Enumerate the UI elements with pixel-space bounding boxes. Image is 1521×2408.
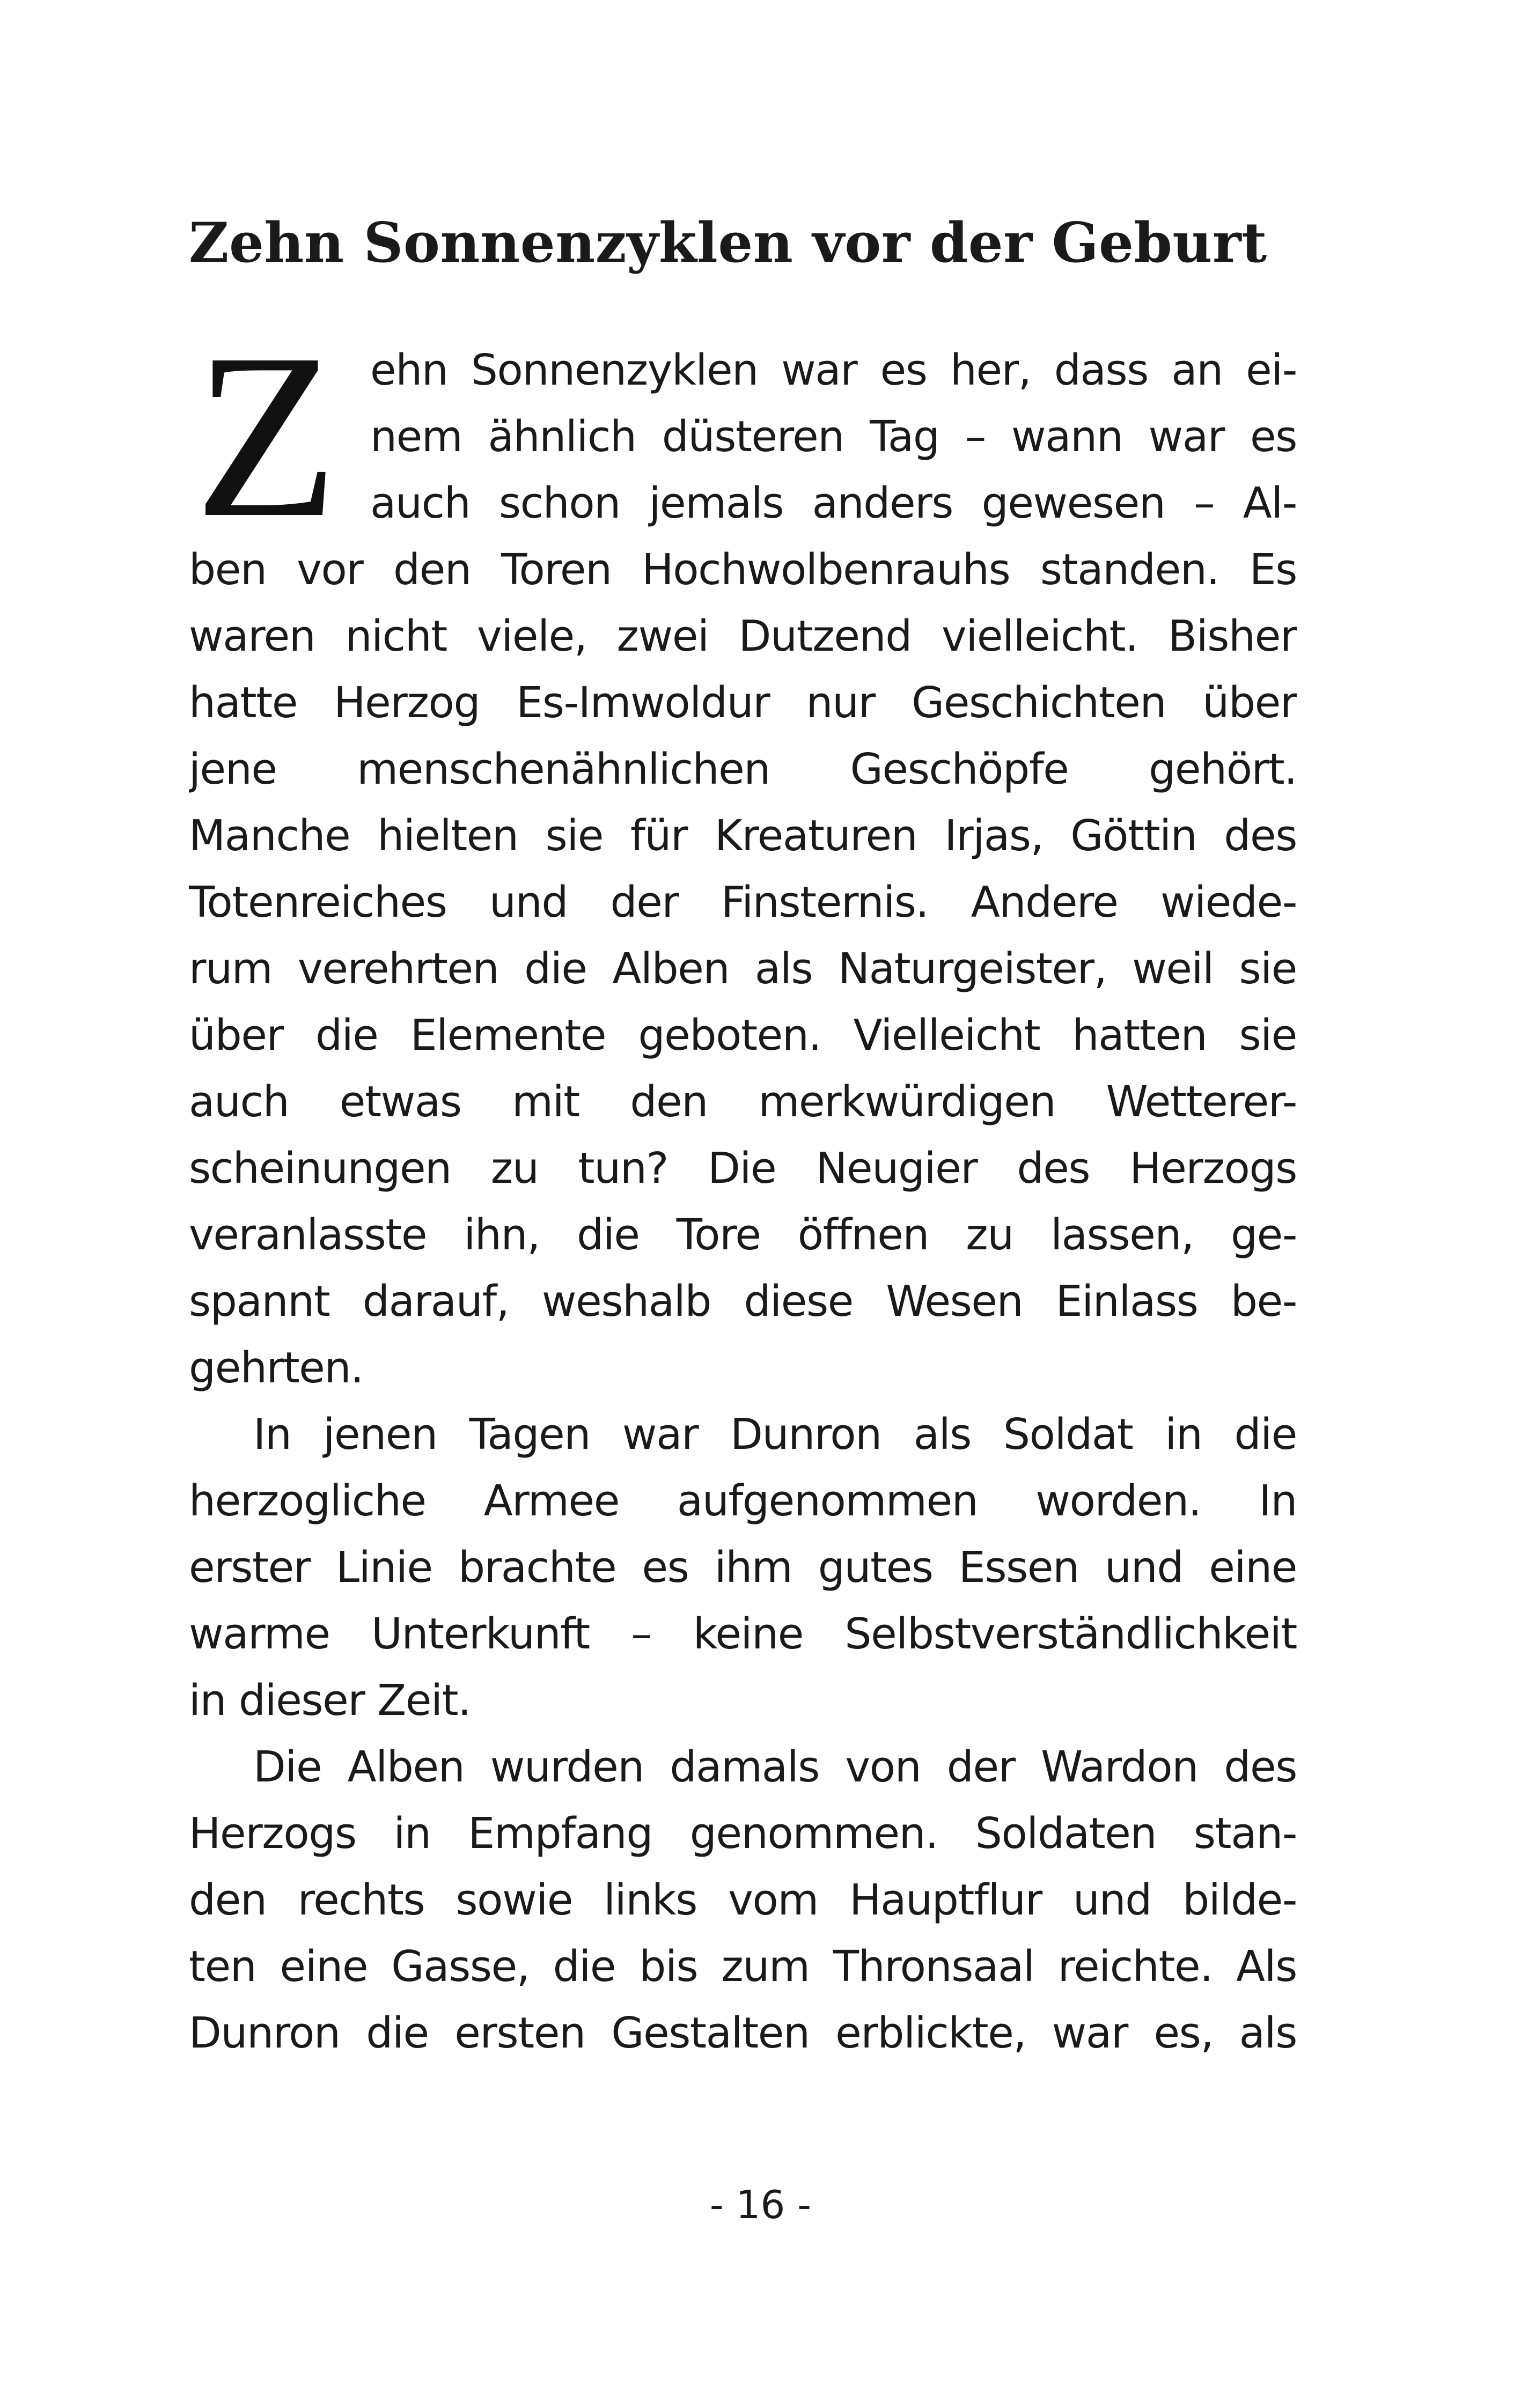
text-line: in dieser Zeit. (189, 1676, 471, 1725)
text-line: nem ähnlich düsteren Tag – wann war es (370, 412, 1297, 461)
text-line: den rechts sowie links vom Hauptflur und bilde- (189, 1875, 1297, 1925)
text-line: jene menschenähnlichen Geschöpfe gehört. (189, 745, 1297, 794)
text-line: erster Linie brachte es ihm gutes Essen und eine (189, 1543, 1297, 1592)
text-line: veranlasste ihn, die Tore öffnen zu lassen, ge- (189, 1210, 1297, 1260)
text-line: gehrten. (189, 1343, 363, 1393)
text-line: Dunron die ersten Gestalten erblickte, war es, als (189, 2008, 1297, 2058)
text-line: Manche hielten sie für Kreaturen Irjas, Göttin des (189, 811, 1297, 860)
text-line: auch schon jemals anders gewesen – Al- (370, 478, 1297, 528)
text-line: ben vor den Toren Hochwolbenrauhs standen. Es (189, 545, 1297, 594)
text-line: rum verehrten die Alben als Naturgeister, weil sie (189, 944, 1297, 993)
page-number: - 16 - (709, 2182, 812, 2227)
text-line: spannt darauf, weshalb diese Wesen Einlass be- (189, 1277, 1297, 1326)
text-line: ehn Sonnenzyklen war es her, dass an ei- (370, 345, 1297, 395)
text-line: warme Unterkunft – keine Selbstverständlichkeit (189, 1609, 1297, 1659)
text-line: scheinungen zu tun? Die Neugier des Herzogs (189, 1144, 1297, 1193)
text-line: waren nicht viele, zwei Dutzend vielleicht. Bisher (189, 612, 1297, 661)
text-line: Totenreiches und der Finsternis. Andere wiede- (189, 878, 1297, 927)
text-line: über die Elemente geboten. Vielleicht hatten sie (189, 1011, 1297, 1060)
text-line: auch etwas mit den merkwürdigen Wetterer- (189, 1077, 1297, 1126)
paragraph-start-line: In jenen Tagen war Dunron als Soldat in die (253, 1410, 1297, 1459)
text-line: ten eine Gasse, die bis zum Thronsaal reichte. Als (189, 1942, 1297, 1991)
chapter-title: Zehn Sonnenzyklen vor der Geburt (189, 211, 1267, 275)
text-line: Herzogs in Empfang genommen. Soldaten stan- (189, 1809, 1297, 1858)
paragraph-start-line: Die Alben wurden damals von der Wardon des (253, 1742, 1297, 1792)
text-line: hatte Herzog Es-Imwoldur nur Geschichten über (189, 678, 1297, 727)
drop-cap-letter: Z (194, 305, 339, 566)
text-line: herzogliche Armee aufgenommen worden. In (189, 1476, 1297, 1526)
